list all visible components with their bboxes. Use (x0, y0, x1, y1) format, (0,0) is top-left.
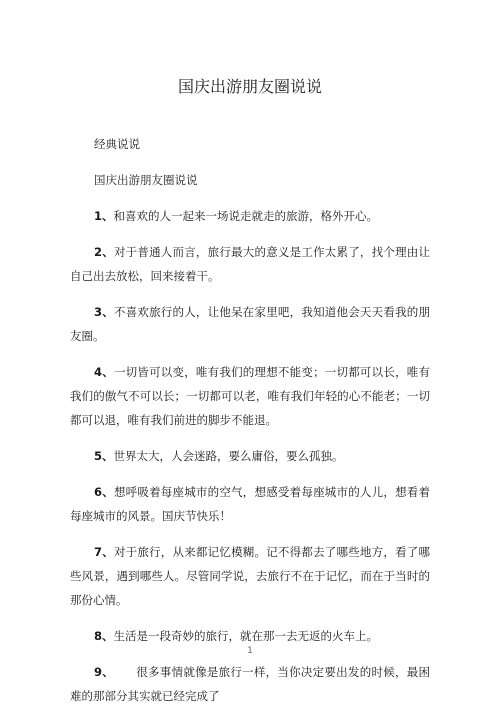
item-number: 4、 (94, 365, 114, 379)
list-item (70, 540, 430, 612)
list-item (70, 240, 430, 288)
page-number: 1 (247, 646, 253, 656)
list-item (70, 624, 430, 648)
item-number: 6、 (94, 485, 114, 499)
list-item (70, 660, 430, 708)
list-item (70, 300, 430, 348)
heading-classic: 经典说说 (94, 137, 140, 151)
item-number: 8、 (94, 629, 114, 643)
item-number: 3、 (94, 305, 114, 319)
item-number: 7、 (94, 545, 114, 559)
item-text: 和喜欢的人一起来一场说走就走的旅游，格外开心。 (113, 209, 379, 223)
document-body (70, 132, 430, 720)
list-item (70, 480, 430, 528)
item-text: 一切皆可以变，唯有我们的理想不能变；一切都可以长，唯有我们的傲气不可以长；一切都可以老，唯有我们年轻的心不能老；一切都可以退，唯有我们前进的脚步不能退。 (70, 365, 430, 427)
item-text: 对于普通人而言，旅行最大的意义是工作太累了，找个理由让自己出去放松，回来接着干。 (70, 245, 430, 283)
item-text: 不喜欢旅行的人，让他呆在家里吧，我知道他会天天看我的朋友圈。 (70, 305, 430, 343)
item-text: 对于旅行，从来都记忆模糊。记不得都去了哪些地方，看了哪些风景，遇到哪些人。尽管同学说，去旅行不在于记忆，而在于当时的那份心情。 (70, 545, 430, 607)
heading-subtitle: 国庆出游朋友圈说说 (94, 173, 198, 187)
item-number: 1、 (94, 209, 114, 223)
item-text: 世界太大，人会迷路，要么庸俗，要么孤独。 (113, 449, 344, 463)
document-title: 国庆出游朋友圈说说 (177, 77, 322, 96)
item-number: 5、 (94, 449, 114, 463)
item-text: 想呼吸着每座城市的空气，想感受着每座城市的人儿，想看着每座城市的风景。国庆节快乐！ (70, 485, 430, 523)
item-number: 9、 (94, 665, 115, 679)
list-item (70, 204, 430, 228)
item-text: 很多事情就像是旅行一样，当你决定要出发的时候，最困难的那部分其实就已经完成了 (70, 665, 430, 703)
item-number: 2、 (94, 245, 114, 259)
list-item (70, 360, 430, 432)
list-item (70, 444, 430, 468)
item-text: 生活是一段奇妙的旅行，就在那一去无返的火车上。 (113, 629, 379, 643)
